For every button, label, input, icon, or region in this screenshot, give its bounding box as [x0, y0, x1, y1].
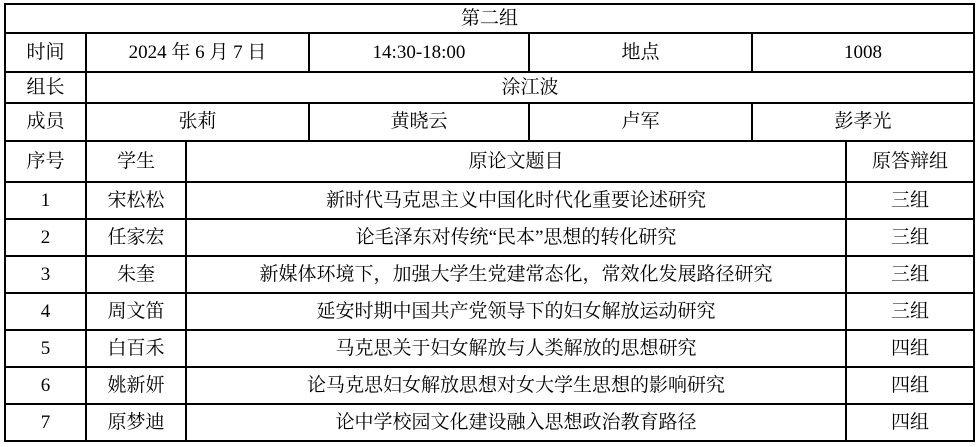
orig-group: 三组 [846, 293, 974, 330]
col-header-orig-group: 原答辩组 [846, 141, 974, 182]
members-row [5, 103, 974, 141]
student-name: 周文笛 [86, 293, 186, 330]
member-name: 黄晓云 [309, 103, 529, 141]
thesis-title: 马克思关于妇女解放与人类解放的思想研究 [186, 330, 846, 367]
table-row [5, 219, 974, 256]
group-title: 第二组 [5, 4, 974, 33]
row-index: 6 [5, 367, 86, 404]
table-row [5, 182, 974, 219]
orig-group: 四组 [846, 404, 974, 441]
student-name: 宋松松 [86, 182, 186, 219]
col-header-index: 序号 [5, 141, 86, 182]
member-name: 张莉 [86, 103, 309, 141]
student-name: 姚新妍 [86, 367, 186, 404]
room-value: 1008 [752, 33, 974, 72]
thesis-title: 论马克思妇女解放思想对女大学生思想的影响研究 [186, 367, 846, 404]
date-value: 2024 年 6 月 7 日 [86, 33, 309, 72]
group-title-row [5, 4, 974, 33]
row-index: 5 [5, 330, 86, 367]
leader-row [5, 72, 974, 103]
location-label: 地点 [529, 33, 752, 72]
orig-group: 三组 [846, 182, 974, 219]
row-index: 7 [5, 404, 86, 441]
member-name: 彭孝光 [752, 103, 974, 141]
orig-group: 三组 [846, 256, 974, 293]
row-index: 2 [5, 219, 86, 256]
column-header-row [5, 141, 974, 182]
student-name: 白百禾 [86, 330, 186, 367]
member-name: 卢军 [529, 103, 752, 141]
table-row [5, 293, 974, 330]
table-row [5, 256, 974, 293]
table-row [5, 330, 974, 367]
thesis-title: 新时代马克思主义中国化时代化重要论述研究 [186, 182, 846, 219]
time-location-row [5, 33, 974, 72]
leader-label: 组长 [5, 72, 86, 103]
orig-group: 三组 [846, 219, 974, 256]
time-range-value: 14:30-18:00 [309, 33, 529, 72]
col-header-student: 学生 [86, 141, 186, 182]
thesis-title: 论中学校园文化建设融入思想政治教育路径 [186, 404, 846, 441]
schedule-table [4, 3, 975, 442]
table-row [5, 367, 974, 404]
orig-group: 四组 [846, 367, 974, 404]
student-name: 朱奎 [86, 256, 186, 293]
col-header-title: 原论文题目 [186, 141, 846, 182]
thesis-title: 延安时期中国共产党领导下的妇女解放运动研究 [186, 293, 846, 330]
thesis-title: 论毛泽东对传统“民本”思想的转化研究 [186, 219, 846, 256]
row-index: 3 [5, 256, 86, 293]
time-label: 时间 [5, 33, 86, 72]
orig-group: 四组 [846, 330, 974, 367]
student-name: 原梦迪 [86, 404, 186, 441]
table-row [5, 404, 974, 441]
row-index: 1 [5, 182, 86, 219]
leader-name: 涂江波 [86, 72, 974, 103]
members-label: 成员 [5, 103, 86, 141]
row-index: 4 [5, 293, 86, 330]
student-name: 任家宏 [86, 219, 186, 256]
thesis-title: 新媒体环境下，加强大学生党建常态化，常效化发展路径研究 [186, 256, 846, 293]
